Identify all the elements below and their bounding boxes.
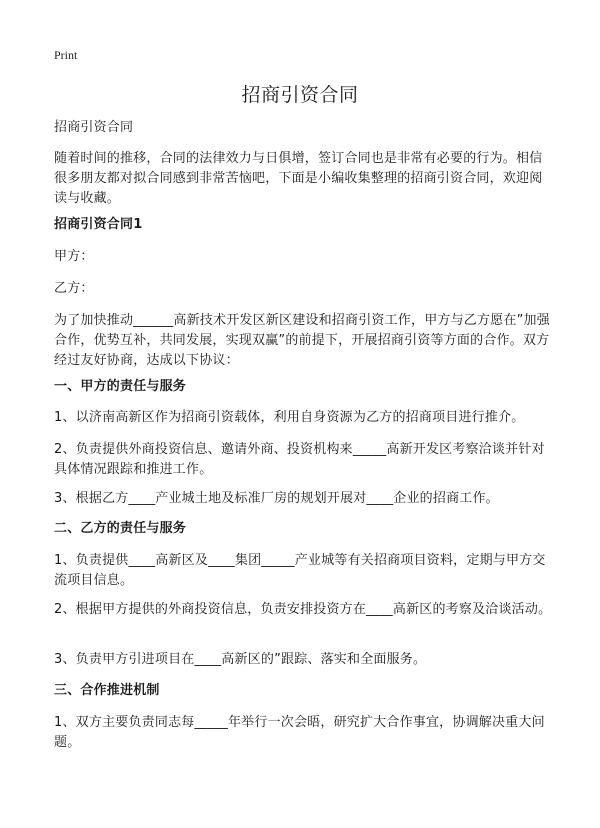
clause-item: 1、以济南高新区作为招商引资载体，利用自身资源为乙方的招商项目进行推介。 bbox=[54, 410, 525, 425]
document-subtitle: 招商引资合同 bbox=[54, 120, 134, 135]
clause-item: 1、负责提供____高新区及____集团_____产业城等有关招商项目资料，定期与甲方交流项目信息。 bbox=[54, 553, 546, 588]
print-link[interactable]: Print bbox=[54, 48, 78, 62]
party-b-label: 乙方： bbox=[54, 281, 94, 296]
clause-item: 2、根据甲方提供的外商投资信息，负责安排投资方在____高新区的考察及洽谈活动。 bbox=[54, 602, 552, 617]
party-a-label: 甲方： bbox=[54, 249, 94, 264]
document-title: 招商引资合同 bbox=[241, 84, 359, 106]
section-heading: 三、合作推进机制 bbox=[54, 683, 160, 698]
section-heading: 一、甲方的责任与服务 bbox=[54, 379, 187, 394]
clause-item: 2、负责提供外商投资信息、邀请外商、投资机构来_____高新开发区考察洽谈并针对具体情况跟踪和推进工作。 bbox=[54, 442, 545, 477]
intro-paragraph: 随着时间的推移，合同的法律效力与日俱增，签订合同也是非常有必要的行为。相信很多朋友都对拟合同感到非常苦恼吧，下面是小编收集整理的招商引资合同，欢迎阅读与收藏。 bbox=[54, 151, 543, 206]
preamble-paragraph: 为了加快推动______高新技术开发区新区建设和招商引资工作，甲方与乙方愿在”加强合作，优势互补，共同发展，实现双赢”的前提下，开展招商引资等方面的合作。双方经过友好协商，达成以下协议： bbox=[54, 313, 550, 368]
section-heading: 二、乙方的责任与服务 bbox=[54, 521, 187, 536]
clause-item: 3、根据乙方____产业城土地及标准厂房的规划开展对____企业的招商工作。 bbox=[54, 491, 499, 506]
contract-heading: 招商引资合同1 bbox=[54, 217, 143, 232]
clause-item: 3、负责甲方引进项目在____高新区的”跟踪、落实和全面服务。 bbox=[54, 652, 427, 667]
clause-item: 1、双方主要负责同志每_____年举行一次会晤，研究扩大合作事宜，协调解决重大问题。 bbox=[54, 715, 545, 750]
